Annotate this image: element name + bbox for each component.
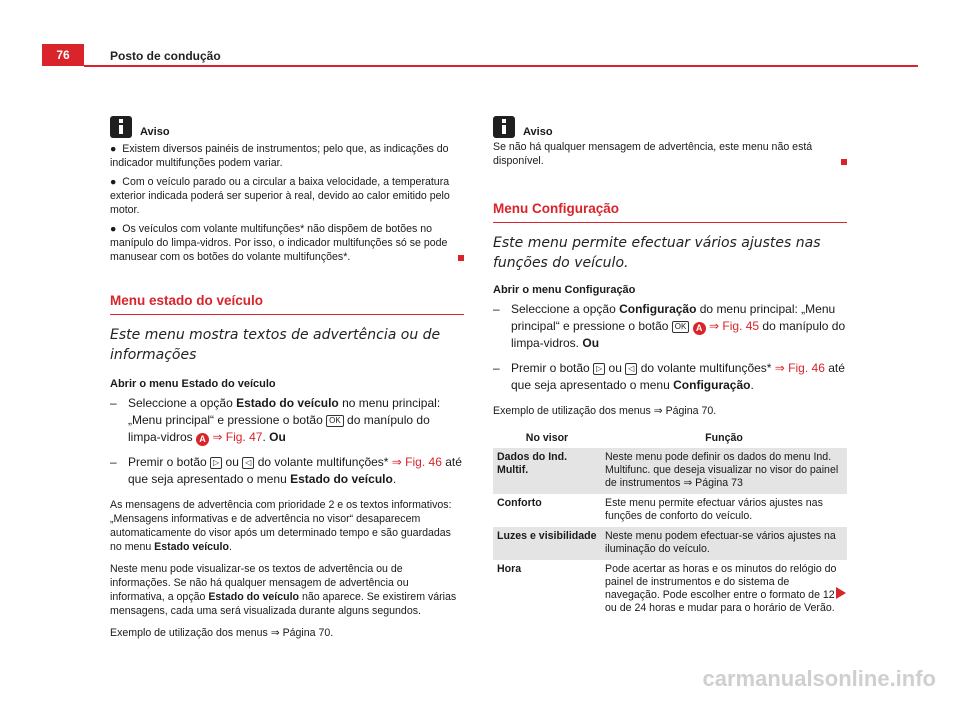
section-title: Menu Configuração	[493, 200, 847, 223]
page-title: Posto de condução	[110, 49, 221, 63]
note-label: Aviso	[140, 126, 170, 138]
page-number: 76	[42, 44, 84, 66]
paragraph: Exemplo de utilização dos menus ⇒ Página 70.	[493, 405, 717, 417]
end-marker	[841, 159, 847, 165]
table-cell: Luzes e visibilidade	[493, 527, 601, 560]
note-label: Aviso	[523, 126, 553, 138]
step-item: – Seleccione a opção Estado do veículo no menu principal: „Menu principal“ e pressione o botão OK do manípulo do limpa-vidros A ⇒ Fig. 47. Ou	[110, 396, 441, 444]
menu-table	[493, 428, 847, 619]
table-cell: Este menu permite efectuar vários ajustes nas funções de conforto do veículo.	[605, 497, 823, 522]
callout-a: A	[196, 433, 209, 446]
table-cell: Dados do Ind. Multif.	[493, 448, 601, 494]
end-marker	[458, 255, 464, 261]
note-bullet: ● Existem diversos painéis de instrumentos; pelo que, as indicações do indicador multifunções podem variar.	[110, 143, 449, 169]
right-arrow-key-icon: ▷	[210, 457, 222, 469]
step-item: – Seleccione a opção Configuração do menu principal: „Menu principal“ e pressione o botão OK A ⇒ Fig. 45 do manípulo do limpa-vidros. Ou	[493, 302, 846, 350]
figure-link[interactable]: ⇒ Fig. 45	[705, 319, 760, 333]
right-column	[493, 116, 847, 619]
left-column	[110, 116, 464, 640]
step-item: – Premir o botão ▷ ou ◁ do volante multifunções* ⇒ Fig. 46 até que seja apresentado o menu Estado do veículo.	[110, 455, 462, 486]
left-arrow-key-icon: ◁	[625, 363, 637, 375]
callout-a: A	[693, 322, 706, 335]
column-header: Função	[705, 432, 743, 444]
section-subtitle: Este menu permite efectuar vários ajustes nas funções do veículo.	[493, 235, 821, 271]
table-cell: Neste menu pode definir os dados do menu Ind. Multifunc. que deseja visualizar no visor do painel de instrumentos ⇒ Página 73	[601, 448, 847, 494]
note-heading	[493, 116, 847, 138]
ok-key: OK	[326, 415, 344, 427]
table-row	[493, 448, 847, 494]
table-cell: Neste menu podem efectuar-se vários ajustes na iluminação do veículo.	[601, 527, 847, 560]
section-title: Menu estado do veículo	[110, 292, 464, 315]
note-heading	[110, 116, 464, 138]
figure-link[interactable]: ⇒ Fig. 47	[209, 430, 263, 444]
table-cell: Hora	[497, 563, 522, 575]
table-cell: Conforto	[497, 497, 542, 509]
note-text: Se não há qualquer mensagem de advertência, este menu não está disponível.	[493, 140, 847, 168]
continue-arrow-icon	[836, 587, 846, 599]
paragraph: Neste menu pode visualizar-se os textos de advertência ou de informações. Se não há qualquer mensagem de advertência ou informativa, a opção Estado do veículo não aparece. Se existirem várias mensagens, cada uma será visualizada durante alguns segundos.	[110, 563, 457, 617]
left-arrow-key-icon: ◁	[242, 457, 254, 469]
note-bullet: ● Com o veículo parado ou a circular a baixa velocidade, a temperatura exterior indicada poderá ser superior à real, devido ao calor emitido pelo motor.	[110, 176, 450, 216]
step-item: – Premir o botão ▷ ou ◁ do volante multifunções* ⇒ Fig. 46 até que seja apresentado o menu Configuração.	[493, 361, 845, 392]
note-bullet: ● Os veículos com volante multifunções* não dispõem de botões no manípulo do limpa-vidros. Por isso, o indicador multifunções só se pode manusear com os botões do volante multifunções*.	[110, 222, 464, 264]
table-header-row	[493, 428, 847, 448]
section-subtitle: Este menu mostra textos de advertência ou de informações	[110, 327, 441, 363]
header-rule	[84, 65, 918, 67]
ok-key: OK	[672, 321, 690, 333]
paragraph: Exemplo de utilização dos menus ⇒ Página 70.	[110, 627, 334, 639]
table-row	[493, 494, 847, 527]
open-menu-heading: Abrir o menu Estado do veículo	[110, 378, 276, 390]
open-menu-heading: Abrir o menu Configuração	[493, 284, 636, 296]
info-icon	[110, 116, 132, 138]
paragraph: As mensagens de advertência com prioridade 2 e os textos informativos: „Mensagens informativas e de advertência no visor“ desaparecem automaticamente do visor após um determinado tempo e são guardadas no menu Estado veículo.	[110, 499, 452, 553]
table-row	[493, 527, 847, 560]
table-row	[493, 560, 847, 619]
figure-link[interactable]: ⇒ Fig. 46	[774, 361, 825, 375]
right-arrow-key-icon: ▷	[593, 363, 605, 375]
info-icon	[493, 116, 515, 138]
table-cell: Pode acertar as horas e os minutos do relógio do painel de instrumentos e do sistema de navegação. Pode escolher entre o formato de 12 ou de 24 horas e mudar para o horário de Verão.	[605, 563, 837, 614]
column-header: No visor	[525, 432, 569, 444]
figure-link[interactable]: ⇒ Fig. 46	[391, 455, 442, 469]
